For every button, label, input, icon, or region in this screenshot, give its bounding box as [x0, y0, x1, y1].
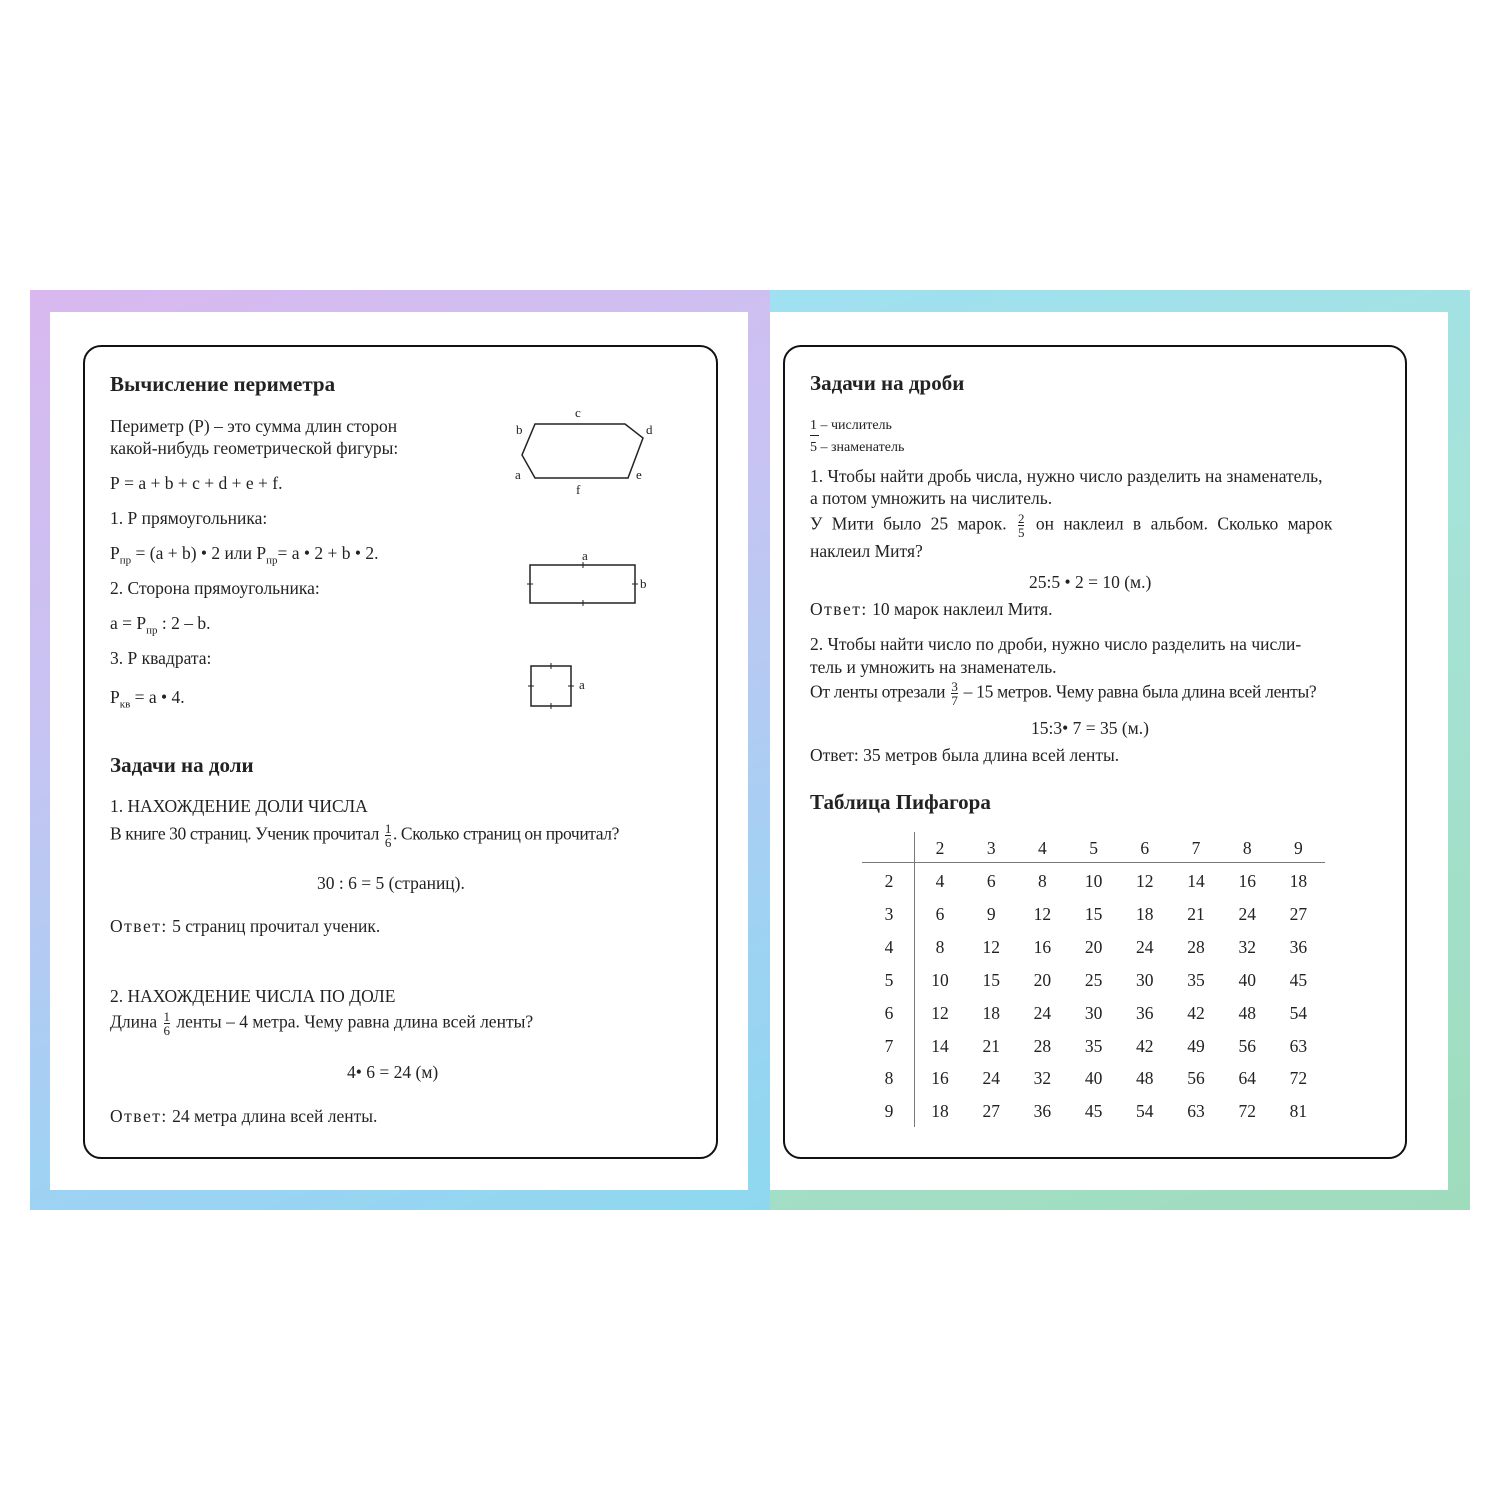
- row-header: 6: [884, 1002, 894, 1023]
- shares-problem-2: Длина $\frac{1}{6}$ ленты – 4 метра. Чему равна длина всей ленты?: [110, 1009, 534, 1038]
- denominator-label: 5 – знаменатель: [810, 440, 905, 455]
- table-cell: 8: [935, 936, 945, 957]
- table-cell: 28: [1187, 936, 1205, 957]
- pythagoras-title: Таблица Пифагора: [810, 790, 991, 814]
- table-cell: 42: [1187, 1002, 1205, 1023]
- row-header: 5: [884, 969, 894, 990]
- shares-problem-1: В книге 30 страниц. Ученик прочитал $\frac{1}{6}$ . Сколько страниц он прочитал?: [110, 821, 619, 850]
- table-cell: 56: [1238, 1035, 1256, 1056]
- fractions-answer-1: Ответ: 10 марок наклеил Митя.: [810, 599, 1053, 619]
- table-cell: 10: [931, 969, 949, 990]
- rect-heading: 1. Р прямоугольника:: [110, 508, 268, 528]
- square-label: a: [579, 677, 585, 692]
- rect-formula: $Р_{пр} = (a + b)$ • 2 или $Р_{пр}= a$ • 2 + b • 2.: [110, 543, 379, 567]
- hex-label: b: [516, 422, 523, 437]
- table-cell: 32: [1033, 1068, 1052, 1089]
- table-cell: 9: [986, 903, 996, 924]
- numerator-label: 1 – числитель: [810, 418, 892, 433]
- table-cell: 18: [982, 1002, 1000, 1023]
- table-cell: 12: [1033, 903, 1052, 924]
- table-cell: 54: [1136, 1101, 1154, 1122]
- table-cell: 24: [1033, 1002, 1052, 1023]
- table-cell: 40: [1238, 969, 1256, 990]
- table-cell: 35: [1084, 1035, 1103, 1056]
- hex-label: e: [636, 467, 642, 482]
- shares-heading-2: 2. НАХОЖДЕНИЕ ЧИСЛА ПО ДОЛЕ: [110, 986, 396, 1006]
- table-cell: 49: [1187, 1035, 1205, 1056]
- shares-answer-1: Ответ: 5 страниц прочитал ученик.: [110, 916, 381, 936]
- table-cell: 35: [1187, 969, 1205, 990]
- rule-2: 2. Чтобы найти число по дроби, нужно число разделить на числи-: [810, 634, 1302, 654]
- table-cell: 21: [1187, 903, 1205, 924]
- column-header: 9: [1294, 838, 1303, 858]
- row-header: 3: [884, 903, 894, 924]
- table-cell: 15: [982, 969, 1000, 990]
- table-cell: 25: [1084, 969, 1103, 990]
- table-cell: 27: [982, 1101, 1000, 1122]
- table-cell: 12: [982, 936, 1000, 957]
- shares-title: Задачи на доли: [110, 753, 254, 777]
- side-heading: 2. Сторона прямоугольника:: [110, 578, 320, 598]
- table-cell: 24: [1136, 936, 1154, 957]
- row-header: 7: [884, 1035, 894, 1056]
- rule-1: а потом умножить на числитель.: [810, 488, 1053, 508]
- fractions-problem-1: наклеил Митя?: [810, 541, 923, 561]
- table-cell: 54: [1289, 1002, 1308, 1023]
- table-cell: 16: [1238, 871, 1256, 891]
- hex-label: f: [576, 482, 581, 497]
- column-header: 4: [1038, 838, 1047, 858]
- table-cell: 20: [1084, 936, 1103, 957]
- column-header: 8: [1242, 838, 1252, 858]
- table-cell: 40: [1084, 1068, 1103, 1089]
- table-cell: 36: [1136, 1002, 1154, 1023]
- table-cell: 6: [986, 871, 996, 891]
- hex-label: a: [515, 467, 521, 482]
- column-header: 5: [1089, 838, 1098, 858]
- table-cell: 72: [1238, 1101, 1256, 1122]
- table-cell: 30: [1084, 1002, 1103, 1023]
- row-header: 4: [884, 936, 894, 957]
- rect-label: b: [640, 576, 647, 591]
- hex-label: d: [646, 422, 653, 437]
- table-cell: 21: [982, 1035, 1000, 1056]
- table-cell: 28: [1033, 1035, 1052, 1056]
- table-cell: 12: [1136, 871, 1154, 891]
- rect-label: a: [582, 548, 588, 563]
- table-cell: 24: [982, 1068, 1000, 1089]
- column-header: 7: [1191, 838, 1201, 858]
- rule-2: тель и умножить на знаменатель.: [810, 657, 1057, 677]
- fraction-bar: [810, 435, 819, 436]
- column-header: 2: [935, 838, 945, 858]
- fractions-problem-2: От ленты отрезали $\frac{3}{7}$ – 15 метров. Чему равна была длина всей ленты?: [810, 679, 1317, 708]
- row-header: 9: [884, 1101, 894, 1122]
- column-header: 3: [986, 838, 996, 858]
- table-cell: 36: [1289, 936, 1308, 957]
- fractions-problem-1: У Мити было 25 марок. $\frac{2}{5}$ он наклеил в альбом. Сколько марок: [810, 511, 1333, 540]
- table-cell: 27: [1289, 903, 1308, 924]
- table-cell: 42: [1136, 1035, 1154, 1056]
- square-figure: [531, 666, 571, 706]
- table-cell: 45: [1289, 969, 1308, 990]
- table-cell: 4: [935, 871, 945, 891]
- shares-answer-2: Ответ: 24 метра длина всей ленты.: [110, 1106, 378, 1126]
- table-cell: 20: [1033, 969, 1052, 990]
- fractions-calc-2: 15:3• 7 = 35 (м.): [1031, 718, 1149, 738]
- table-cell: 45: [1084, 1101, 1103, 1122]
- table-cell: 64: [1238, 1068, 1256, 1089]
- shares-heading-1: 1. НАХОЖДЕНИЕ ДОЛИ ЧИСЛА: [110, 796, 368, 816]
- table-cell: 8: [1038, 871, 1047, 891]
- table-column-line: [914, 832, 915, 1127]
- rectangle-figure: [530, 565, 635, 603]
- row-header: 2: [884, 871, 894, 891]
- table-cell: 12: [931, 1002, 949, 1023]
- table-cell: 15: [1084, 903, 1103, 924]
- hex-label: c: [575, 405, 581, 420]
- table-cell: 30: [1136, 969, 1154, 990]
- row-header: 8: [884, 1068, 894, 1089]
- table-cell: 18: [1136, 903, 1154, 924]
- shares-calc-1: 30 : 6 = 5 (страниц).: [317, 873, 465, 893]
- table-cell: 48: [1238, 1002, 1256, 1023]
- table-header-line: [862, 862, 1325, 863]
- table-cell: 14: [931, 1035, 949, 1056]
- table-cell: 18: [1289, 871, 1308, 891]
- hexagon-figure: [522, 424, 643, 478]
- table-cell: 36: [1033, 1101, 1052, 1122]
- table-cell: 81: [1289, 1101, 1308, 1122]
- perimeter-def: какой-нибудь геометрической фигуры:: [110, 438, 399, 458]
- shares-calc-2: 4• 6 = 24 (м): [347, 1062, 439, 1082]
- table-cell: 48: [1136, 1068, 1154, 1089]
- table-cell: 18: [931, 1101, 949, 1122]
- side-formula: $a = Р_{пр}$ : 2 – b.: [110, 613, 211, 637]
- table-cell: 63: [1289, 1035, 1308, 1056]
- perimeter-def: Периметр (Р) – это сумма длин сторон: [110, 416, 398, 436]
- perimeter-formula: Р = a + b + c + d + e + f.: [110, 473, 283, 493]
- fractions-calc-1: 25:5 • 2 = 10 (м.): [1029, 572, 1152, 592]
- fractions-answer-2: Ответ: 35 метров была длина всей ленты.: [810, 745, 1120, 765]
- perimeter-title: Вычисление периметра: [110, 372, 336, 396]
- table-cell: 72: [1289, 1068, 1308, 1089]
- table-cell: 10: [1084, 871, 1103, 891]
- fractions-title: Задачи на дроби: [810, 371, 965, 395]
- geometry-figures: [500, 400, 670, 720]
- square-formula: $Р_{кв} = a$ • 4.: [110, 687, 185, 711]
- table-cell: 14: [1187, 871, 1205, 891]
- table-cell: 16: [1033, 936, 1052, 957]
- table-cell: 24: [1238, 903, 1256, 924]
- table-cell: 63: [1187, 1101, 1205, 1122]
- square-heading: 3. Р квадрата:: [110, 648, 212, 668]
- rule-1: 1. Чтобы найти дробь числа, нужно число разделить на знаменатель,: [810, 466, 1323, 486]
- table-cell: 32: [1238, 936, 1256, 957]
- table-cell: 6: [935, 903, 945, 924]
- table-cell: 16: [931, 1068, 949, 1089]
- table-cell: 56: [1187, 1068, 1205, 1089]
- column-header: 6: [1140, 838, 1150, 858]
